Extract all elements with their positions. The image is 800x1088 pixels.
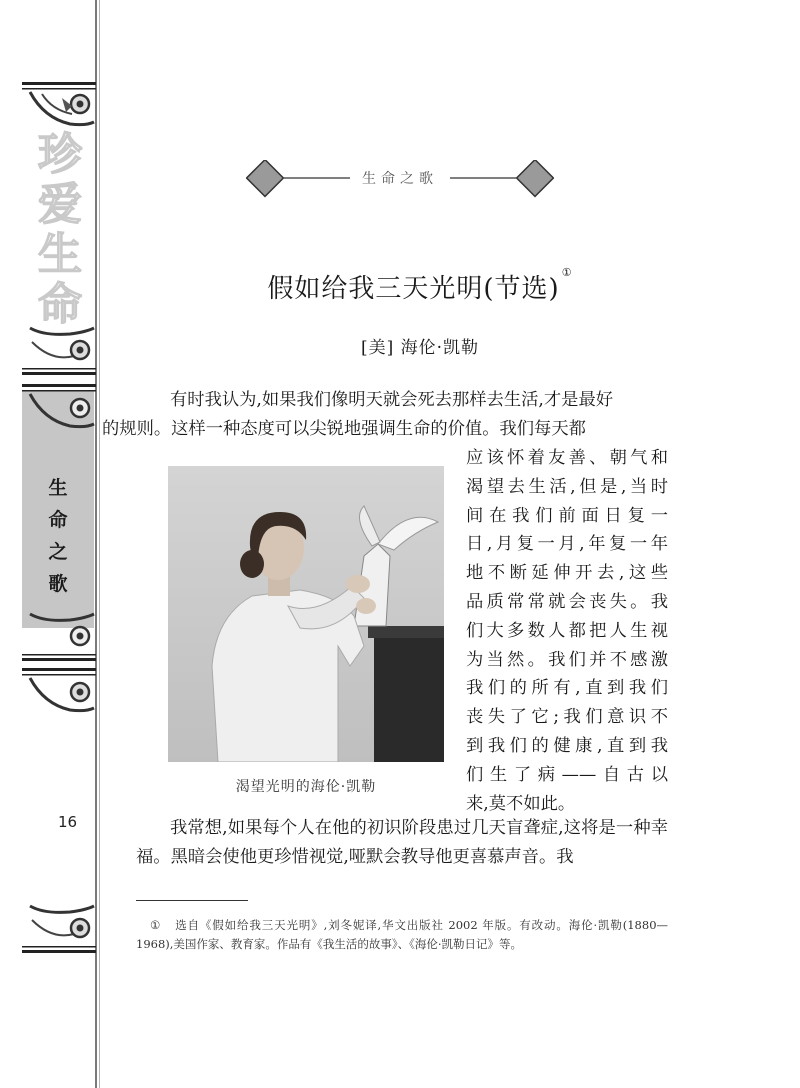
footnote-rule bbox=[136, 900, 248, 901]
article-author: [美] 海伦·凯勒 bbox=[360, 338, 480, 358]
paragraph-line: 丧失了它;我们意识不 bbox=[466, 707, 668, 728]
ornament-corner-icon bbox=[22, 78, 96, 134]
photo-caption: 渴望光明的海伦·凯勒 bbox=[235, 779, 377, 795]
paragraph-line: 为当然。我们并不感激 bbox=[466, 649, 668, 670]
ornament-corner-icon bbox=[22, 664, 96, 720]
chapter-char: 生 bbox=[48, 477, 68, 499]
article-title-text: 假如给我三天光明(节选) bbox=[267, 274, 560, 304]
paragraph-2: 我常想,如果每个人在他的初识阶段患过几天盲聋症,这将是一种幸福。黑暗会使他更珍惜视觉,哑默会教导他更喜慕声音。我 bbox=[136, 818, 668, 867]
unit-title-char: 生 bbox=[38, 229, 82, 280]
unit-title-char: 珍 bbox=[38, 129, 82, 180]
unit-title bbox=[30, 130, 90, 330]
chapter-char: 命 bbox=[48, 509, 68, 531]
paragraph-1-intro bbox=[102, 386, 668, 444]
footnote-mark: ① bbox=[150, 918, 162, 932]
paragraph-line: 们大多数人都把人生视 bbox=[466, 620, 668, 641]
paragraph-line: 到我们的健康,直到我 bbox=[466, 735, 668, 756]
paragraph-line: 日,月复一月,年复一年 bbox=[466, 534, 668, 555]
ornament-corner-icon bbox=[22, 380, 96, 436]
ornament-corner-icon bbox=[22, 900, 96, 956]
chapter-char: 歌 bbox=[48, 573, 68, 595]
chapter-label bbox=[40, 472, 76, 600]
paragraph-line: 渴望去生活,但是,当时 bbox=[466, 476, 668, 497]
paragraph-line: 们生了病——自古以 bbox=[466, 764, 668, 785]
footnote-text: 选自《假如给我三天光明》,刘冬妮译,华文出版社 2002 年版。有改动。海伦·凯勒(1880—1968),美国作家、教育家。作品有《我生活的故事》、《海伦·凯勒日记》等。 bbox=[136, 918, 669, 951]
ornament-corner-icon bbox=[22, 608, 96, 664]
unit-title-char: 命 bbox=[38, 279, 82, 330]
paragraph-line: 的规则。这样一种态度可以尖锐地强调生命的价值。我们每天都 bbox=[102, 418, 586, 439]
ornament-corner-icon bbox=[22, 322, 96, 378]
chapter-char: 之 bbox=[48, 541, 68, 563]
unit-title-char: 爱 bbox=[38, 179, 82, 230]
page-number: 16 bbox=[58, 813, 78, 831]
paragraph-line: 我们的所有,直到我们 bbox=[466, 678, 668, 699]
article-title bbox=[120, 268, 720, 305]
paragraph-line: 来,莫不如此。 bbox=[466, 793, 576, 814]
paragraph-line: 应该怀着友善、朝气和 bbox=[466, 448, 668, 468]
footnote bbox=[136, 916, 668, 954]
paragraph-line: 品质常常就会丧失。我 bbox=[466, 591, 668, 612]
helen-keller-photo bbox=[168, 466, 444, 762]
paragraph-1-wrapped-column bbox=[466, 444, 668, 818]
section-header bbox=[246, 160, 554, 198]
paragraph-line: 间在我们前面日复一 bbox=[466, 505, 668, 526]
title-note-mark: ① bbox=[561, 266, 573, 279]
paragraph-line: 地不断延伸开去,这些 bbox=[466, 563, 668, 584]
paragraph-line: 有时我认为,如果我们像明天就会死去那样去生活,才是最好 bbox=[170, 390, 614, 410]
margin-rule-inner bbox=[99, 0, 100, 1088]
section-title: 生命之歌 bbox=[362, 171, 438, 187]
